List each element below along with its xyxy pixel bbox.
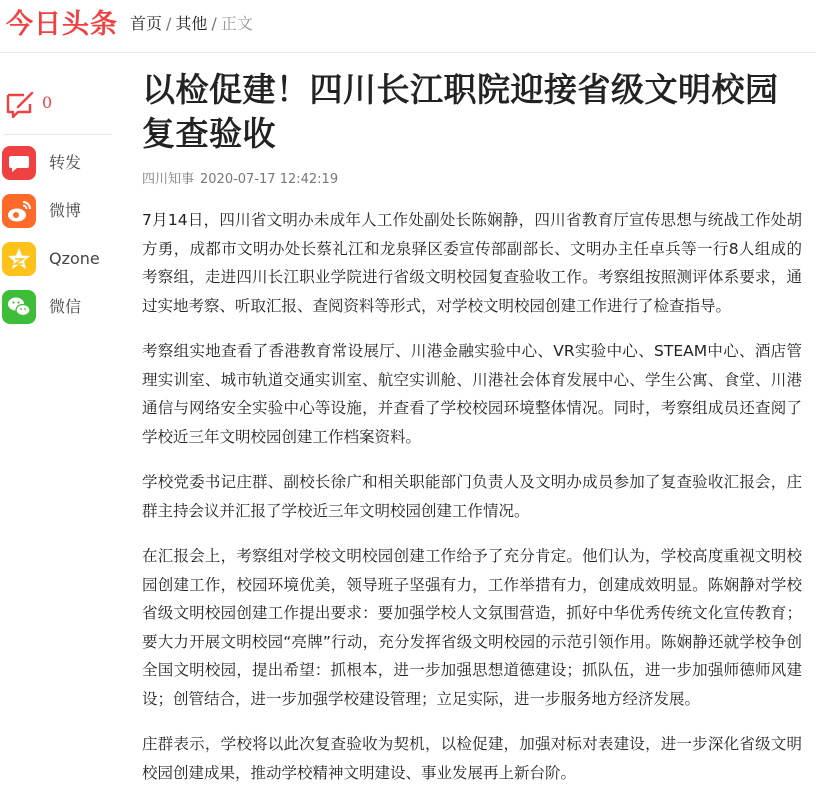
wechat-icon [2,290,36,324]
top-header [0,0,816,53]
comment-icon [4,88,36,120]
share-wechat[interactable] [2,290,114,338]
toutiao-logo[interactable]: 今日头条 [6,9,118,40]
breadcrumb-other-link[interactable]: 其他 [175,14,208,33]
share-qzone-label: Qzone [49,249,100,268]
breadcrumb-separator: / [211,14,217,33]
breadcrumb [130,12,253,36]
sidebar-divider [4,134,112,135]
weibo-icon [2,194,36,228]
article-paragraph: 学校党委书记庄群、副校长徐广和相关职能部门负责人及文明办成员参加了复查验收汇报会，庄群主持会议并汇报了学校近三年文明校园创建工作情况。 [142,473,802,520]
article-paragraph: 考察组实地查看了香港教育常设展厅、川港金融实验中心、VR实验中心、STEAM中心、酒店管理实训室、城市轨道交通实训室、航空实训舱、川港社会体育发展中心、学生公寓、食堂、川港通信与网络安全实验中心等设施，并查看了学校校园环境整体情况。同时，考察组成员还查阅了学校近三年文明校园创建工作档案资料。 [142,342,802,446]
share-list [2,146,114,338]
comment-count: 0 [42,93,53,112]
article-source[interactable]: 四川知事 [142,172,195,187]
article-paragraph: 在汇报会上，考察组对学校文明校园创建工作给予了充分肯定。他们认为，学校高度重视文明校园创建工作，校园环境优美，领导班子坚强有力，工作举措有力，创建成效明显。陈娴静对学校省级文明校园创建工作提出要求：要加强学校人文氛围营造，抓好中华优秀传统文化宣传教育；要大力开展文明校园“亮牌”行动，充分发挥省级文明校园的示范引领作用。陈娴静还就学校争创全国文明校园，提出希望：抓根本，进一步加强思想道德建设；抓队伍，进一步加强师德师风建设；创管结合，进一步加强学校建设管理；立足实际，进一步服务地方经济发展。 [142,547,802,708]
share-weibo[interactable] [2,194,114,242]
share-wechat-label: 微信 [49,297,82,316]
qzone-icon [2,242,36,276]
share-qzone[interactable] [2,242,114,290]
breadcrumb-home-link[interactable]: 首页 [130,14,163,33]
article-paragraph: 庄群表示，学校将以此次复查验收为契机，以检促建，加强对标对表建设，进一步深化省级文明校园创建成果，推动学校精神文明建设、事业发展再上新台阶。 [142,735,802,782]
share-weibo-label: 微博 [49,201,82,220]
article-meta [142,170,802,190]
article-title: 以检促建！四川长江职院迎接省级文明校园复查验收 [142,70,779,153]
repost-icon [2,146,36,180]
article-paragraph: 7月14日，四川省文明办未成年人工作处副处长陈娴静，四川省教育厅宣传思想与统战工作处胡方勇，成都市文明办处长蔡礼江和龙泉驿区委宣传部副部长、文明办主任卓兵等一行8人组成的考察组，走进四川长江职业学院进行省级文明校园复查验收工作。考察组按照测评体系要求，通过实地考察、听取汇报、查阅资料等形式，对学校文明校园创建工作进行了检查指导。 [142,211,802,315]
article-body [142,206,802,787]
share-sidebar [0,84,112,316]
breadcrumb-current: 正文 [220,14,253,33]
article [142,68,802,804]
article-time: 2020-07-17 12:42:19 [200,172,339,187]
breadcrumb-separator: / [166,14,172,33]
share-repost-label: 转发 [49,153,82,172]
comment-button[interactable] [0,84,112,124]
share-repost[interactable] [2,146,114,194]
